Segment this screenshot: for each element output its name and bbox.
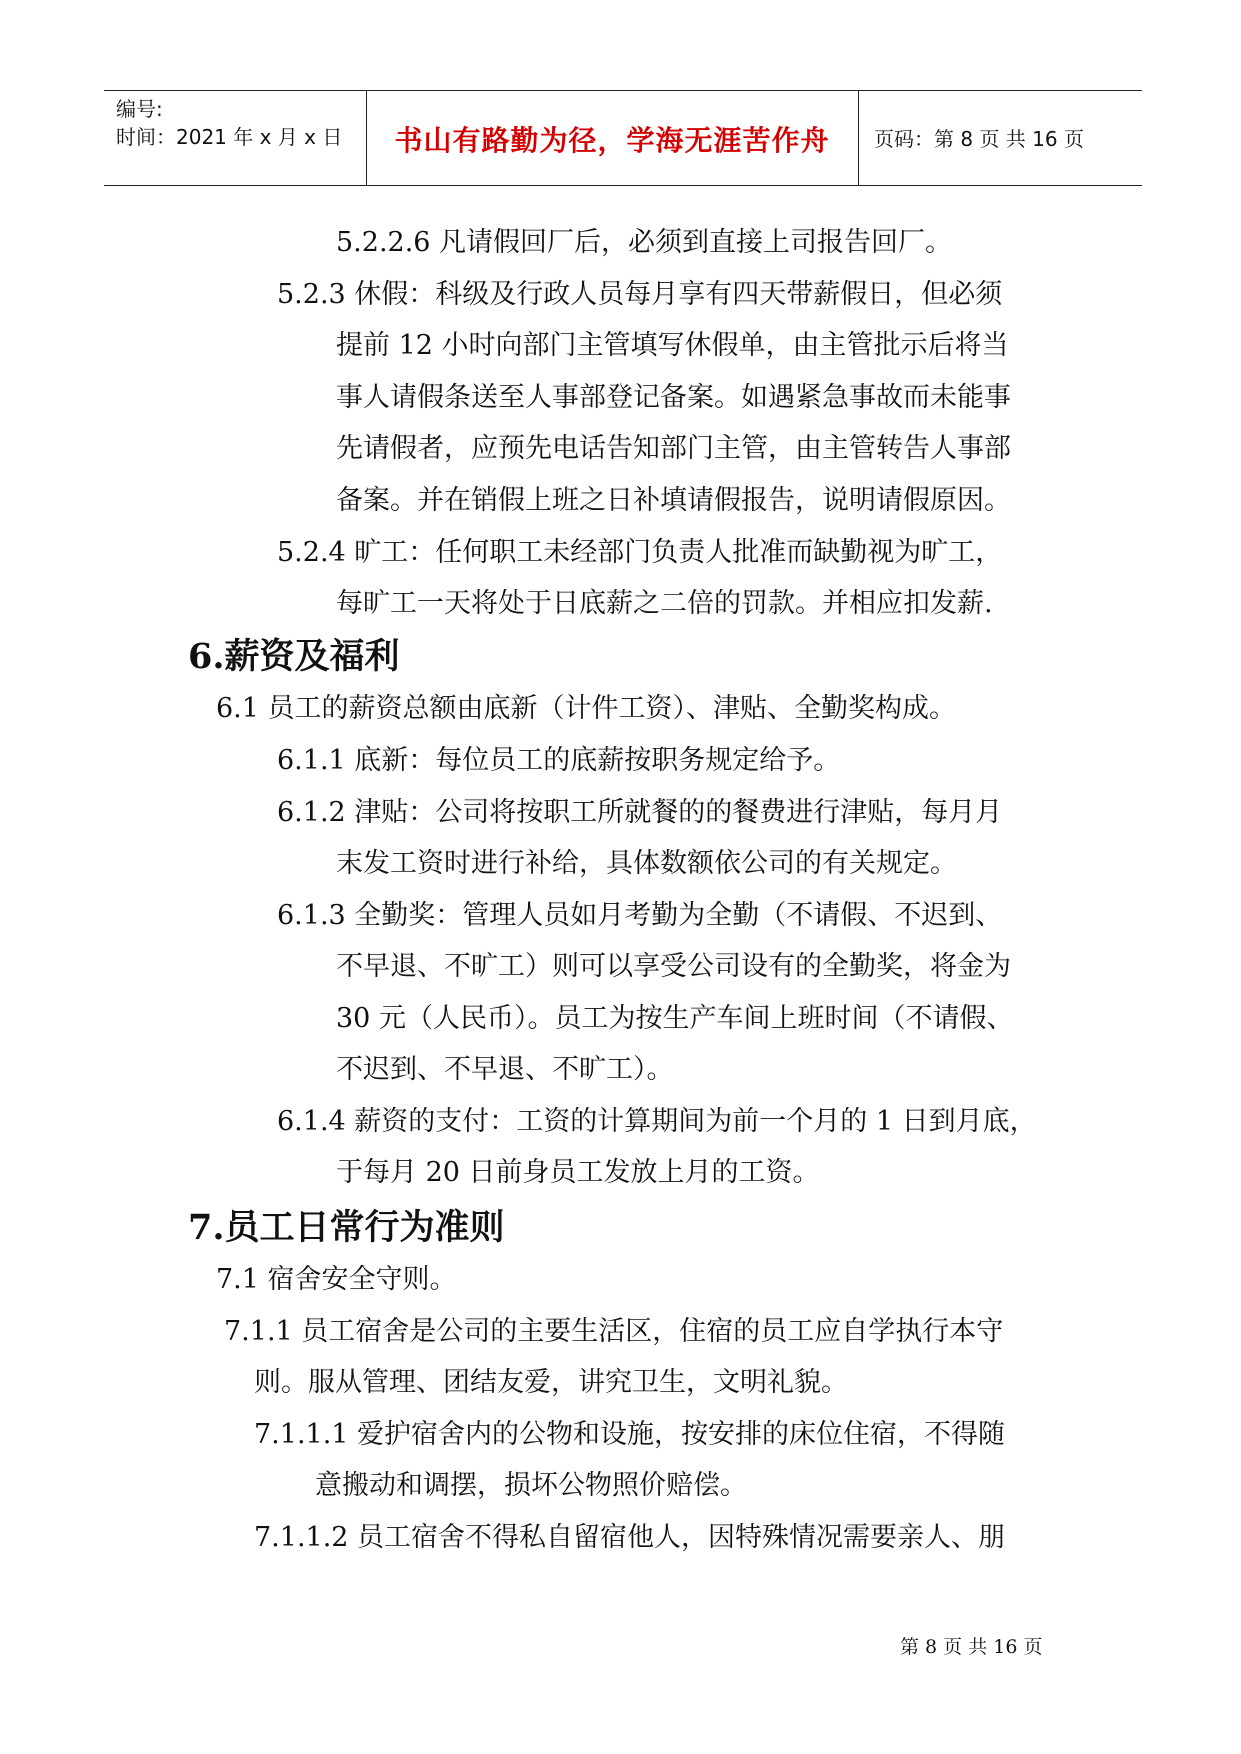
header-motto: 书山有路勤为径，学海无涯苦作舟: [394, 124, 830, 157]
header-left-cell: [104, 91, 367, 185]
paragraph-line: 6.1.1 底新：每位员工的底薪按职务规定给予。: [277, 745, 841, 776]
page-header: [104, 90, 1142, 186]
paragraph-line: 6.1.3 全勤奖：管理人员如月考勤为全勤（不请假、不迟到、: [277, 900, 1003, 931]
paragraph-line: 提前 12 小时向部门主管填写休假单，由主管批示后将当: [336, 330, 1009, 361]
paragraph-line: 7.1.1.1 爱护宿舍内的公物和设施，按安排的床位住宿，不得随: [254, 1419, 1006, 1450]
paragraph-line: 先请假者，应预先电话告知部门主管，由主管转告人事部: [336, 433, 1011, 464]
document-date: 时间：2021 年 x 月 x 日: [116, 125, 343, 149]
paragraph-line: 6.1 员工的薪资总额由底新（计件工资）、津贴、全勤奖构成。: [216, 693, 957, 724]
paragraph-line: 5.2.4 旷工：任何职工未经部门负责人批准而缺勤视为旷工，: [277, 537, 1003, 568]
document-number-label: 编号:: [116, 97, 163, 121]
paragraph-line: 则。服从管理、团结友爱，讲究卫生，文明礼貌。: [254, 1367, 848, 1398]
paragraph-line: 7.1.1.2 员工宿舍不得私自留宿他人，因特殊情况需要亲人、朋: [254, 1522, 1006, 1553]
header-middle-cell: [366, 91, 859, 185]
paragraph-line: 备案。并在销假上班之日补填请假报告，说明请假原因。: [336, 485, 1011, 516]
section-heading: 7.员工日常行为准则: [188, 1207, 505, 1248]
section-heading: 6.薪资及福利: [188, 636, 400, 677]
paragraph-line: 30 元（人民币）。员工为按生产车间上班时间（不请假、: [336, 1003, 1014, 1034]
paragraph-line: 末发工资时进行补给，具体数额依公司的有关规定。: [336, 848, 957, 879]
paragraph-line: 7.1.1 员工宿舍是公司的主要生活区，住宿的员工应自学执行本守: [224, 1316, 1004, 1347]
paragraph-line: 5.2.3 休假：科级及行政人员每月享有四天带薪假日，但必须: [277, 279, 1003, 310]
paragraph-line: 意搬动和调摆，损坏公物照价赔偿。: [315, 1470, 747, 1501]
paragraph-line: 6.1.4 薪资的支付：工资的计算期间为前一个月的 1 日到月底，: [277, 1106, 1037, 1137]
paragraph-line: 5.2.2.6 凡请假回厂后，必须到直接上司报告回厂。: [336, 227, 953, 258]
paragraph-line: 每旷工一天将处于日底薪之二倍的罚款。并相应扣发薪.: [336, 588, 993, 619]
header-page-code: 页码：第 8 页 共 16 页: [874, 127, 1084, 151]
paragraph-line: 不迟到、不早退、不旷工）。: [336, 1054, 674, 1085]
paragraph-line: 不早退、不旷工）则可以享受公司设有的全勤奖，将金为: [336, 951, 1011, 982]
paragraph-line: 于每月 20 日前身员工发放上月的工资。: [336, 1157, 820, 1188]
paragraph-line: 6.1.2 津贴：公司将按职工所就餐的的餐费进行津贴，每月月: [277, 797, 1003, 828]
paragraph-line: 7.1 宿舍安全守则。: [216, 1264, 457, 1295]
header-right-cell: [860, 91, 1142, 185]
paragraph-line: 事人请假条送至人事部登记备案。如遇紧急事故而未能事: [336, 382, 1011, 413]
page-footer: 第 8 页 共 16 页: [900, 1636, 1043, 1658]
